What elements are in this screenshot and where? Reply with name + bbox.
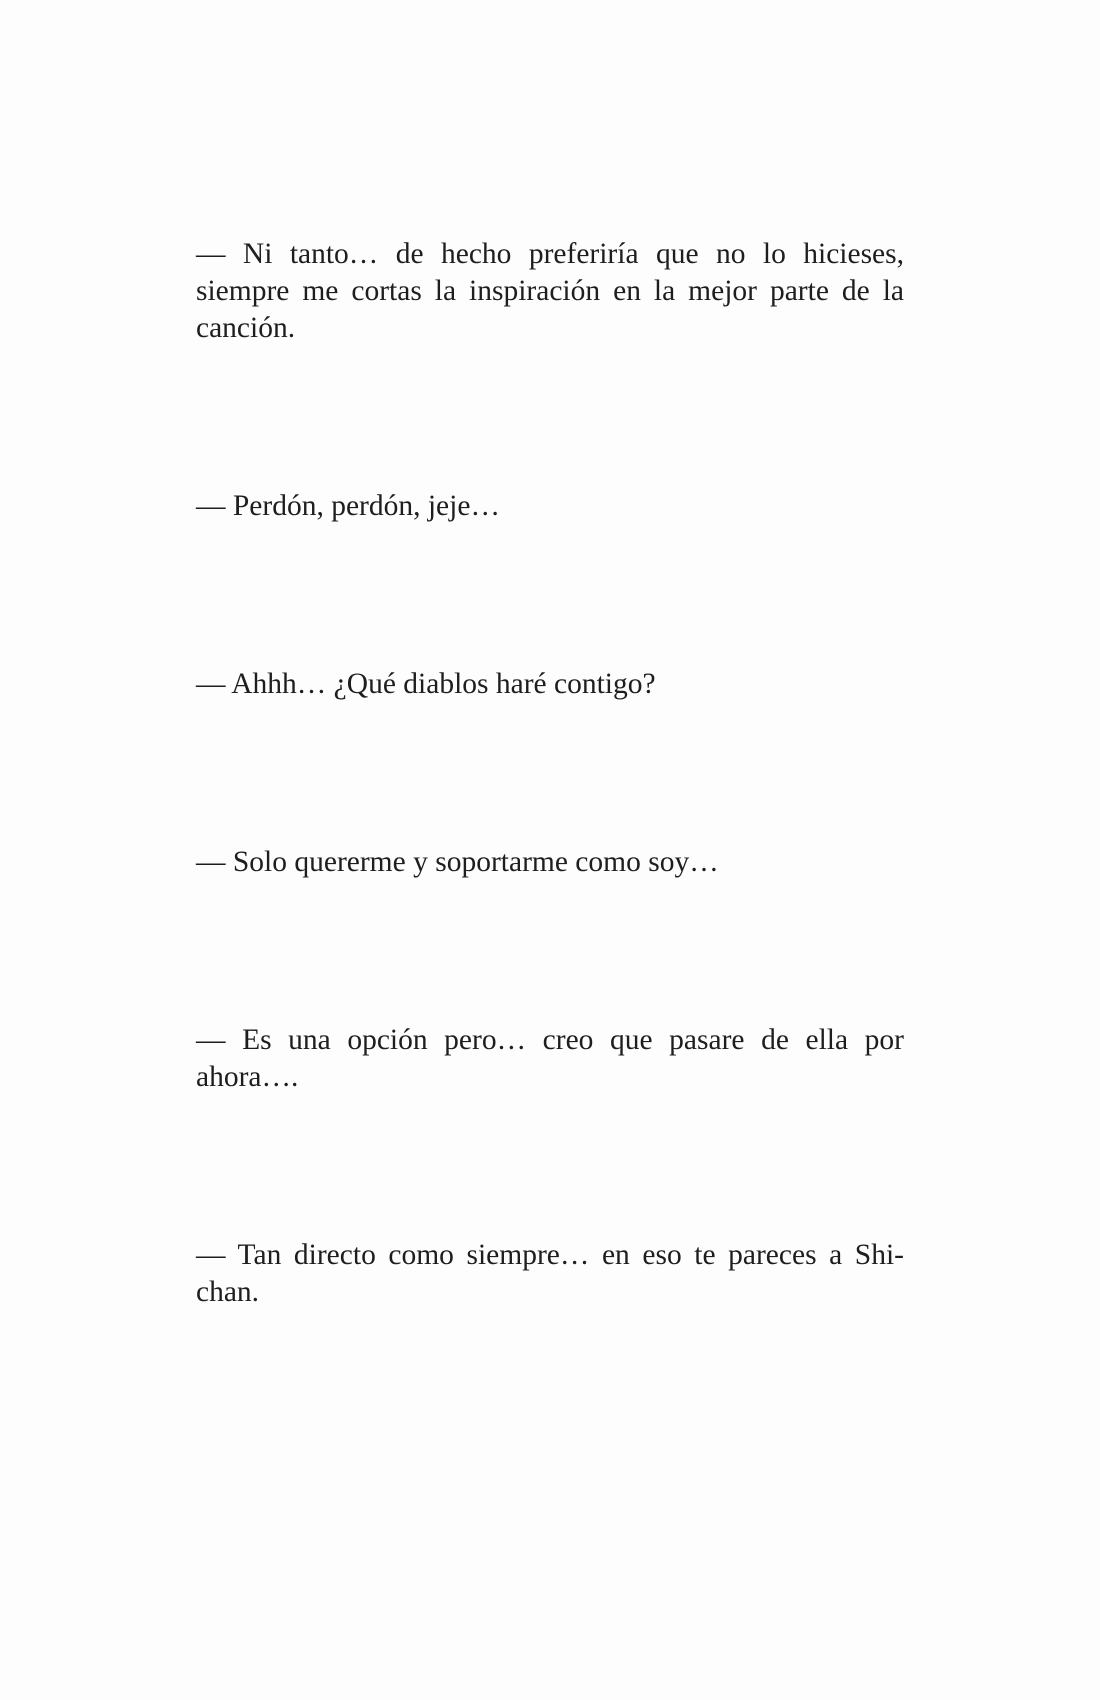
dialogue-paragraph-3: — Ahhh… ¿Qué diablos haré contigo? xyxy=(196,668,656,700)
dialogue-paragraph-2: — Perdón, perdón, jeje… xyxy=(196,490,500,522)
dialogue-paragraph-5: — Es una opción pero… creo que pasare de ella por ahora…. xyxy=(196,1024,904,1093)
dialogue-paragraph-1: — Ni tanto… de hecho preferiría que no lo hicieses, siempre me cortas la inspiración en la mejor parte de la canción. xyxy=(196,238,904,344)
dialogue-paragraph-6: — Tan directo como siempre… en eso te pareces a Shi-chan. xyxy=(196,1239,904,1308)
dialogue-paragraph-4: — Solo quererme y soportarme como soy… xyxy=(196,846,719,878)
